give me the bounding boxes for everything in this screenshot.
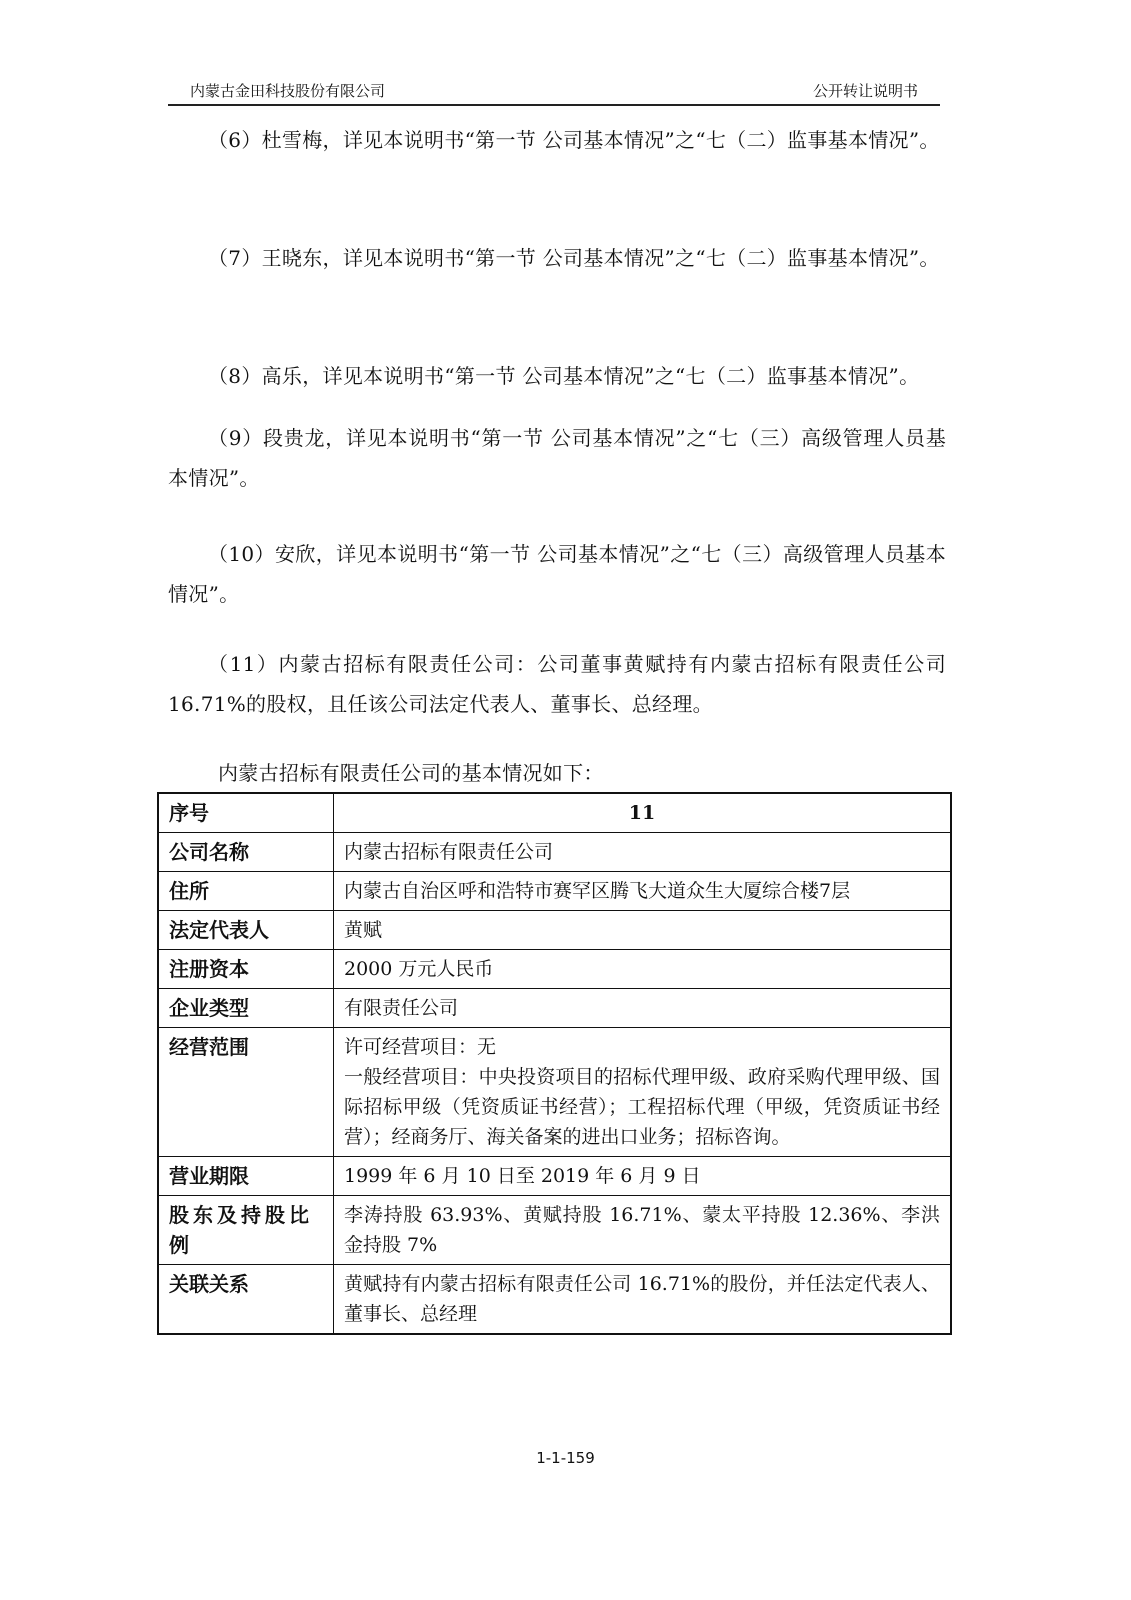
row-label-company-name: 公司名称 (158, 833, 334, 872)
paragraph-item-11: （11）内蒙古招标有限责任公司：公司董事黄赋持有内蒙古招标有限责任公司 16.71%的股权，且任该公司法定代表人、董事长、总经理。 (168, 652, 946, 716)
table-row (158, 1196, 951, 1265)
header-document-title: 公开转让说明书 (812, 82, 918, 100)
row-label-shareholders: 股东及持股比例 (158, 1196, 334, 1265)
row-label-legal-rep: 法定代表人 (158, 911, 334, 950)
row-value-operating-period: 1999 年 6 月 10 日至 2019 年 6 月 9 日 (334, 1157, 952, 1196)
table-row (158, 1265, 951, 1335)
page-header (168, 70, 940, 106)
header-company-name: 内蒙古金田科技股份有限公司 (190, 82, 386, 100)
table-row (158, 793, 951, 833)
table-row (158, 872, 951, 911)
paragraph-item-7: （7）王晓东，详见本说明书“第一节 公司基本情况”之“七（二）监事基本情况”。 (208, 246, 940, 270)
row-label-business-scope: 经营范围 (158, 1028, 334, 1157)
row-label-relationship: 关联关系 (158, 1265, 334, 1335)
company-info-table (157, 792, 952, 1335)
row-label-address: 住所 (158, 872, 334, 911)
table-row (158, 1157, 951, 1196)
row-value-shareholders: 李涛持股 63.93%、黄赋持股 16.71%、蒙太平持股 12.36%、李洪金持股 7% (334, 1196, 952, 1265)
table-row (158, 911, 951, 950)
row-label-serial: 序号 (158, 793, 334, 833)
row-value-relationship: 黄赋持有内蒙古招标有限责任公司 16.71%的股份，并任法定代表人、董事长、总经理 (334, 1265, 952, 1335)
row-value-company-type: 有限责任公司 (334, 989, 952, 1028)
paragraph-item-10: （10）安欣，详见本说明书“第一节 公司基本情况”之“七（三）高级管理人员基本情况”。 (168, 542, 946, 606)
row-value-business-scope (334, 1028, 952, 1157)
row-value-legal-rep: 黄赋 (334, 911, 952, 950)
row-label-company-type: 企业类型 (158, 989, 334, 1028)
business-scope-licensed: 许可经营项目：无 (344, 1036, 497, 1058)
row-value-company-name: 内蒙古招标有限责任公司 (334, 833, 952, 872)
paragraph-item-6: （6）杜雪梅，详见本说明书“第一节 公司基本情况”之“七（二）监事基本情况”。 (208, 128, 940, 152)
table-row (158, 989, 951, 1028)
table-row (158, 833, 951, 872)
row-value-serial: 11 (334, 793, 952, 833)
page-number: 1-1-159 (536, 1449, 595, 1467)
table-caption: 内蒙古招标有限责任公司的基本情况如下： (218, 761, 604, 785)
row-value-registered-capital: 2000 万元人民币 (334, 950, 952, 989)
row-label-operating-period: 营业期限 (158, 1157, 334, 1196)
table-row (158, 950, 951, 989)
business-scope-general: 一般经营项目：中央投资项目的招标代理甲级、政府采购代理甲级、国际招标甲级（凭资质证书经营）；工程招标代理（甲级，凭资质证书经营）；经商务厅、海关备案的进出口业务；招标咨询。 (344, 1066, 940, 1148)
paragraph-item-9: （9）段贵龙，详见本说明书“第一节 公司基本情况”之“七（三）高级管理人员基本情况”。 (168, 426, 946, 490)
paragraph-item-8: （8）高乐，详见本说明书“第一节 公司基本情况”之“七（二）监事基本情况”。 (208, 364, 920, 388)
table-row (158, 1028, 951, 1157)
row-label-registered-capital: 注册资本 (158, 950, 334, 989)
row-value-address: 内蒙古自治区呼和浩特市赛罕区腾飞大道众生大厦综合楼7层 (334, 872, 952, 911)
